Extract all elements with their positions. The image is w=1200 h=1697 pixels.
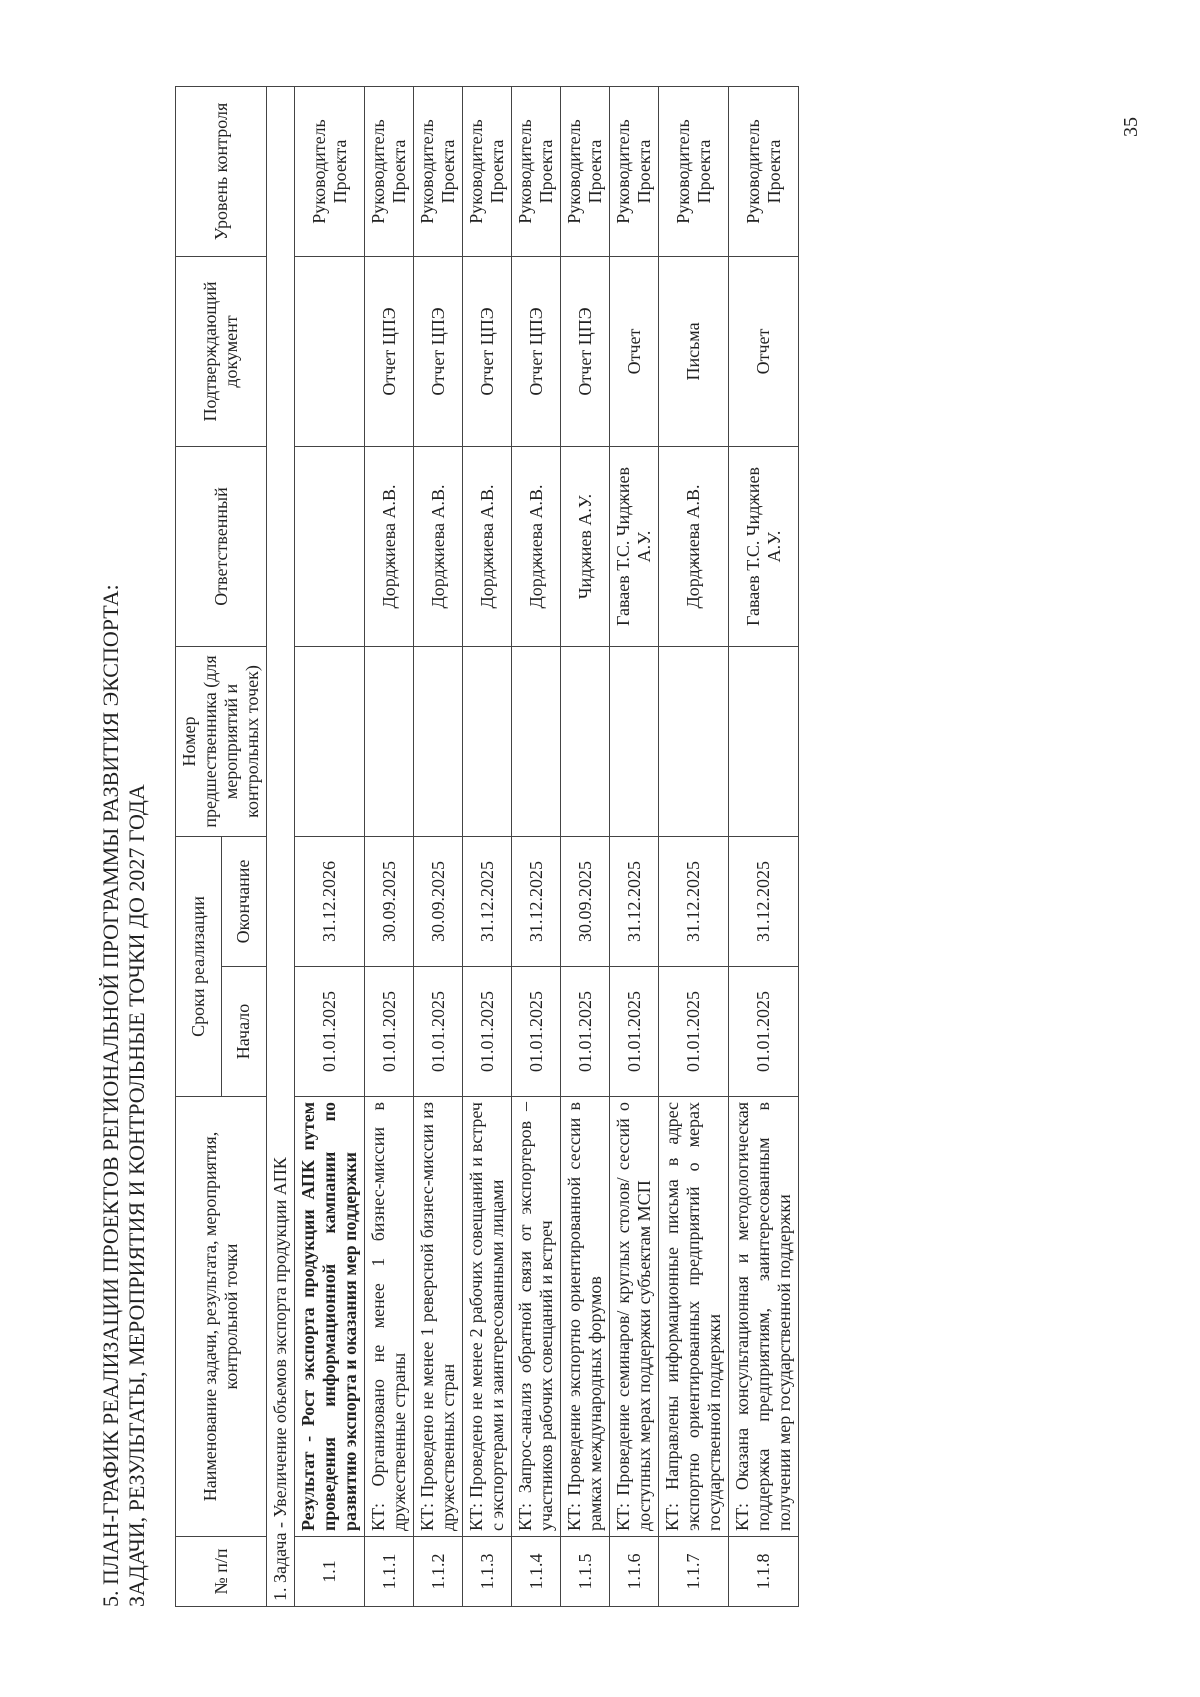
row-number: 1.1.7 (659, 1537, 729, 1607)
row-predecessor (414, 646, 463, 836)
table-row (463, 86, 512, 1606)
row-control-level: Руководитель Проекта (512, 86, 561, 256)
table-header (176, 86, 267, 1606)
row-document: Отчет ЦПЭ (512, 256, 561, 446)
task-title: 1. Задача - Увеличение объемов экспорта продукции АПК (267, 86, 295, 1606)
row-number: 1.1.4 (512, 1537, 561, 1607)
table-row (561, 86, 610, 1606)
row-name: КТ: Проведено не менее 1 реверсной бизнес-миссии из дружественных стран (414, 1097, 463, 1537)
row-control-level: Руководитель Проекта (729, 86, 799, 256)
row-name: КТ: Оказана консультационная и методологическая поддержка предприятиям, заинтересованным в получении мер государственной поддержки (729, 1097, 799, 1537)
row-responsible: Дорджиева А.В. (512, 446, 561, 646)
row-end-date: 31.12.2025 (729, 836, 799, 966)
row-predecessor (463, 646, 512, 836)
row-end-date: 30.09.2025 (561, 836, 610, 966)
header-num: № п/п (176, 1537, 267, 1607)
row-name: КТ: Проведено не менее 2 рабочих совещаний и встреч с экспортерами и заинтересованными лицами (463, 1097, 512, 1537)
header-responsible: Ответственный (176, 446, 267, 646)
row-responsible: Чиджиев А.У. (561, 446, 610, 646)
row-predecessor (295, 646, 365, 836)
row-control-level: Руководитель Проекта (414, 86, 463, 256)
row-predecessor (512, 646, 561, 836)
row-document: Отчет ЦПЭ (365, 256, 414, 446)
task-row (267, 86, 295, 1606)
row-responsible: Дорджиева А.В. (414, 446, 463, 646)
table-row (414, 86, 463, 1606)
row-document: Отчет (610, 256, 659, 446)
row-end-date: 30.09.2025 (365, 836, 414, 966)
row-end-date: 31.12.2025 (659, 836, 729, 966)
row-end-date: 31.12.2025 (610, 836, 659, 966)
row-name: КТ: Проведение семинаров/ круглых столов/ сессий о доступных мерах поддержки субъектам МСП (610, 1097, 659, 1537)
header-document: Подтверждающий документ (176, 256, 267, 446)
header-end: Окончание (221, 836, 267, 966)
row-start-date: 01.01.2025 (295, 967, 365, 1097)
row-control-level: Руководитель Проекта (610, 86, 659, 256)
row-predecessor (659, 646, 729, 836)
table-row (610, 86, 659, 1606)
row-name: КТ: Направлены информационные письма в адрес экспортно ориентированных предприятий о мерах государственной поддержки (659, 1097, 729, 1537)
row-end-date: 31.12.2025 (512, 836, 561, 966)
header-control: Уровень контроля (176, 86, 267, 256)
row-responsible: Дорджиева А.В. (365, 446, 414, 646)
row-responsible: Дорджиева А.В. (659, 446, 729, 646)
row-name: КТ: Запрос-анализ обратной связи от экспортеров – участников рабочих совещаний и встреч (512, 1097, 561, 1537)
row-control-level: Руководитель Проекта (295, 86, 365, 256)
plan-schedule-table (175, 86, 799, 1607)
row-start-date: 01.01.2025 (414, 967, 463, 1097)
title-line-1: 5. ПЛАН-ГРАФИК РЕАЛИЗАЦИИ ПРОЕКТОВ РЕГИОНАЛЬНОЙ ПРОГРАММЫ РАЗВИТИЯ ЭКСПОРТА: (98, 584, 123, 1607)
row-start-date: 01.01.2025 (463, 967, 512, 1097)
row-predecessor (610, 646, 659, 836)
row-responsible: Гаваев Т.С. Чиджиев А.У. (610, 446, 659, 646)
header-name: Наименование задачи, результата, мероприятия, контрольной точки (176, 1097, 267, 1537)
header-dates: Сроки реализации (176, 836, 222, 1096)
row-document: Отчет ЦПЭ (463, 256, 512, 446)
page-number: 35 (1120, 117, 1142, 137)
row-number: 1.1.2 (414, 1537, 463, 1607)
row-number: 1.1 (295, 1537, 365, 1607)
row-start-date: 01.01.2025 (365, 967, 414, 1097)
header-predecessor: Номер предшественника (для мероприятий и контрольных точек) (176, 646, 267, 836)
row-number: 1.1.6 (610, 1537, 659, 1607)
row-start-date: 01.01.2025 (659, 967, 729, 1097)
row-number: 1.1.8 (729, 1537, 799, 1607)
row-number: 1.1.1 (365, 1537, 414, 1607)
title-line-2: ЗАДАЧИ, РЕЗУЛЬТАТЫ, МЕРОПРИЯТИЯ И КОНТРОЛЬНЫЕ ТОЧКИ ДО 2027 ГОДА (124, 784, 149, 1607)
row-control-level: Руководитель Проекта (365, 86, 414, 256)
row-start-date: 01.01.2025 (729, 967, 799, 1097)
header-start: Начало (221, 967, 267, 1097)
row-control-level: Руководитель Проекта (463, 86, 512, 256)
table-row (295, 86, 365, 1606)
row-start-date: 01.01.2025 (561, 967, 610, 1097)
row-predecessor (729, 646, 799, 836)
row-document: Отчет ЦПЭ (561, 256, 610, 446)
row-number: 1.1.5 (561, 1537, 610, 1607)
table-row (365, 86, 414, 1606)
row-control-level: Руководитель Проекта (659, 86, 729, 256)
row-name: КТ: Проведение экспортно ориентированной сессии в рамках международных форумов (561, 1097, 610, 1537)
row-number: 1.1.3 (463, 1537, 512, 1607)
row-document (295, 256, 365, 446)
document-title (98, 107, 150, 1607)
row-start-date: 01.01.2025 (610, 967, 659, 1097)
row-predecessor (365, 646, 414, 836)
row-end-date: 31.12.2025 (463, 836, 512, 966)
row-responsible (295, 446, 365, 646)
row-document: Письма (659, 256, 729, 446)
table-row (512, 86, 561, 1606)
row-name: КТ: Организовано не менее 1 бизнес-миссии в дружественные страны (365, 1097, 414, 1537)
row-responsible: Дорджиева А.В. (463, 446, 512, 646)
row-end-date: 31.12.2026 (295, 836, 365, 966)
row-document: Отчет ЦПЭ (414, 256, 463, 446)
row-start-date: 01.01.2025 (512, 967, 561, 1097)
row-predecessor (561, 646, 610, 836)
row-name: Результат - Рост экспорта продукции АПК путем проведения информационной кампании по развитию экспорта и оказания мер поддержки (295, 1097, 365, 1537)
table-row (659, 86, 729, 1606)
row-end-date: 30.09.2025 (414, 836, 463, 966)
row-responsible: Гаваев Т.С. Чиджиев А.У. (729, 446, 799, 646)
table-row (729, 86, 799, 1606)
row-control-level: Руководитель Проекта (561, 86, 610, 256)
row-document: Отчет (729, 256, 799, 446)
table-body (267, 86, 799, 1606)
